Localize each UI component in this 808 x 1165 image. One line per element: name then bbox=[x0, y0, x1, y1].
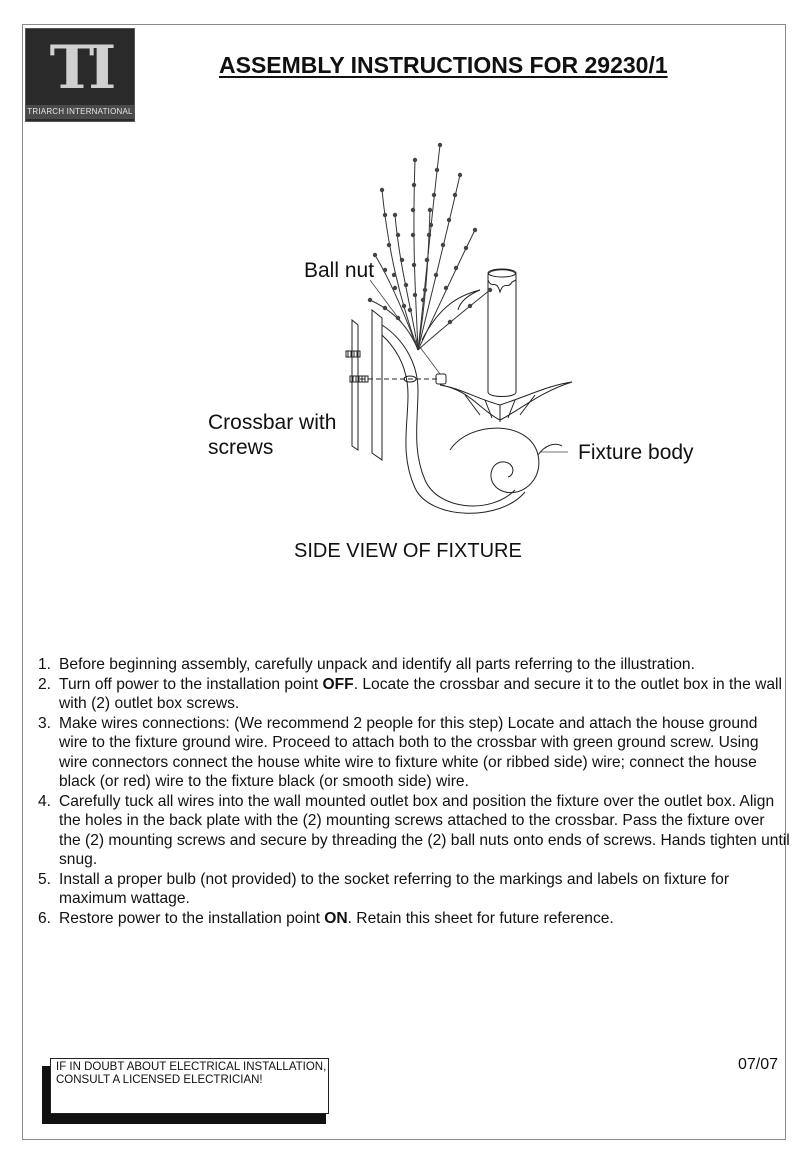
label-fixture-body: Fixture body bbox=[578, 441, 694, 464]
bobeche-cup bbox=[440, 382, 572, 420]
crystal-branches bbox=[370, 145, 490, 350]
instruction-step bbox=[30, 870, 790, 909]
fixture-arm bbox=[382, 325, 515, 506]
step-number: 6. bbox=[37, 909, 51, 927]
label-ball-nut: Ball nut bbox=[304, 259, 375, 282]
revision-date: 07/07 bbox=[738, 1056, 779, 1073]
label-crossbar-line1: Crossbar with bbox=[208, 411, 337, 434]
candle-sleeve bbox=[488, 270, 516, 397]
step-text: . Retain this sheet for future reference. bbox=[347, 909, 614, 927]
triarch-logo bbox=[25, 28, 135, 122]
instruction-steps bbox=[30, 655, 790, 928]
instruction-step bbox=[30, 909, 790, 929]
step-emphasis: ON bbox=[324, 909, 348, 927]
fixture-side-view-illustration bbox=[300, 120, 600, 530]
step-number: 2. bbox=[37, 675, 51, 693]
instruction-step bbox=[30, 792, 790, 870]
instruction-step bbox=[30, 714, 790, 792]
ball-nut bbox=[436, 374, 446, 384]
step-number: 5. bbox=[37, 870, 51, 888]
electrician-warning-box bbox=[50, 1058, 329, 1114]
step-text: Install a proper bulb (not provided) to the socket referring to the markings and labels on fixture for maximum wattage. bbox=[59, 870, 730, 907]
instruction-step bbox=[30, 675, 790, 714]
wall-back-plate bbox=[352, 320, 358, 450]
logo-brand-name: TRIARCH INTERNATIONAL bbox=[26, 105, 134, 119]
step-emphasis: OFF bbox=[322, 675, 354, 693]
step-text: Before beginning assembly, carefully unpack and identify all parts referring to the illustration. bbox=[59, 656, 695, 673]
step-number: 1. bbox=[37, 656, 51, 673]
step-text: Restore power to the installation point bbox=[59, 909, 325, 927]
page-title: ASSEMBLY INSTRUCTIONS FOR 29230/1 bbox=[219, 52, 668, 78]
step-number: 4. bbox=[37, 792, 51, 810]
step-text: Turn off power to the installation point bbox=[59, 675, 323, 693]
crossbar-screws bbox=[346, 351, 368, 382]
warning-line-2: CONSULT A LICENSED ELECTRICIAN! bbox=[56, 1074, 263, 1086]
step-text: Make wires connections: (We recommend 2 people for this step) Locate and attach the house ground wire to the fixture ground wire. Proceed to attach both to the crossbar with green ground screw. Using wire connectors connect the house white wire to fixture white (or ribbed side) wire; connect the house black (or red) wire to the fixture black (or smooth side) wire. bbox=[59, 714, 759, 790]
logo-monogram: TI bbox=[49, 33, 111, 103]
figure-caption: SIDE VIEW OF FIXTURE bbox=[294, 540, 522, 562]
step-number: 3. bbox=[37, 714, 51, 732]
step-text: . Locate the crossbar and secure it to the outlet box in the wall with (2) outlet box screws. bbox=[59, 675, 782, 712]
fixture-body-scroll bbox=[450, 428, 539, 493]
step-text: Carefully tuck all wires into the wall mounted outlet box and position the fixture over the outlet box. Align the holes in the back plate with the (2) mounting screws attached to the crossbar. Pass the fixture over the (2) mounting screws and secure by threading the (2) ball nuts onto ends of screws. Hands tighten until snug. bbox=[59, 792, 790, 868]
canopy-plate bbox=[372, 310, 382, 460]
instruction-step bbox=[30, 655, 790, 675]
label-crossbar-line2: screws bbox=[208, 436, 274, 459]
warning-line-1: IF IN DOUBT ABOUT ELECTRICAL INSTALLATION, bbox=[56, 1061, 327, 1073]
